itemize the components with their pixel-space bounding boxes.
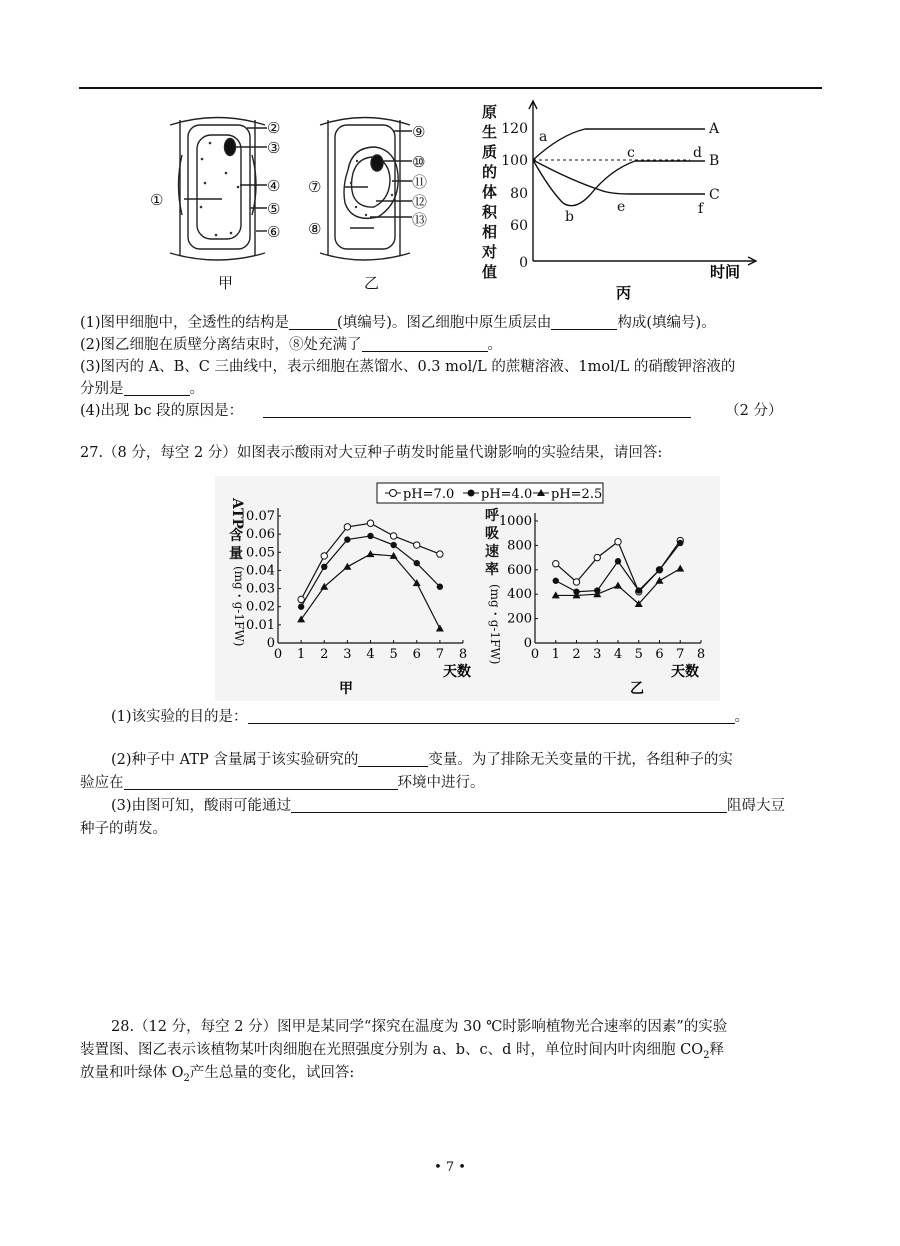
- left-xtick-label: 0: [273, 647, 283, 662]
- left-ytick-label: 0.06: [246, 527, 275, 543]
- q28-text: 28.（12 分，每空 2 分）图甲是某同学“探究在温度为 30 ℃时影响植物光合速率的因素”的实验: [111, 1019, 728, 1035]
- bing-ytick-0: 0: [519, 255, 528, 271]
- left-point-ph70: [344, 524, 350, 530]
- left-yunit: (mg・g-1FW): [232, 566, 246, 647]
- right-ylabel-2: 吸: [485, 526, 499, 542]
- left-point-ph40: [414, 560, 420, 566]
- point-d: d: [693, 145, 702, 161]
- q26-line4: [80, 378, 204, 400]
- q27-sub3: [111, 795, 785, 817]
- left-point-ph70: [367, 520, 373, 526]
- label-8: ⑧: [308, 220, 322, 238]
- point-e: e: [617, 199, 626, 215]
- q28-text: 产生总量的变化，试回答:: [189, 1065, 355, 1081]
- left-xtick-label: 1: [296, 647, 306, 662]
- q26-text: 构成(填编号)。: [617, 315, 716, 331]
- q26-text: 。: [189, 381, 204, 397]
- right-ytick-label: 1000: [498, 514, 532, 529]
- q27-sub1: [111, 706, 749, 728]
- bing-ytick-60: 60: [510, 218, 528, 234]
- q27-text: (1)该实验的目的是：: [111, 709, 248, 725]
- q27-text: (3)由图可知，酸雨可能通过: [111, 798, 292, 814]
- legend: [377, 483, 603, 503]
- point-a: a: [539, 129, 548, 145]
- answer-blank[interactable]: [362, 335, 488, 352]
- right-point-ph40: [636, 587, 642, 593]
- q28-text: 放量和叶绿体 O: [80, 1065, 184, 1081]
- left-point-ph40: [390, 542, 396, 548]
- acid-rain-chart: [215, 476, 720, 701]
- legend-marker-ph7: [390, 490, 397, 497]
- q26-line2: [80, 334, 502, 356]
- left-point-ph70: [414, 542, 420, 548]
- label-2: ②: [267, 119, 281, 137]
- cell-jia: [170, 118, 267, 261]
- answer-blank[interactable]: [291, 796, 727, 813]
- label-13: ⑬: [412, 211, 428, 229]
- label-9: ⑨: [412, 123, 426, 141]
- left-ytick-label: 0.04: [246, 563, 275, 579]
- right-point-ph40: [553, 578, 559, 584]
- curve-C: [533, 160, 705, 194]
- right-xtick-label: 7: [676, 647, 685, 662]
- label-3: ③: [267, 139, 281, 157]
- left-point-ph40: [344, 536, 350, 542]
- left-xtick-label: 5: [389, 647, 398, 662]
- answer-blank[interactable]: [124, 773, 398, 790]
- answer-blank[interactable]: [358, 750, 428, 767]
- q27-text: 环境中进行。: [397, 775, 485, 791]
- caption-bing: 丙: [616, 284, 632, 302]
- left-xtick-label: 6: [412, 647, 421, 662]
- left-xtick-label: 3: [343, 647, 352, 662]
- left-ytick-label: 0: [266, 636, 275, 651]
- label-7: ⑦: [308, 178, 322, 196]
- left-point-ph70: [321, 553, 327, 559]
- right-xtick-label: 8: [696, 647, 706, 662]
- right-xtick-label: 5: [634, 647, 643, 662]
- point-f: f: [698, 201, 704, 217]
- bing-ylabel-1: 原: [482, 103, 498, 121]
- bing-ylabel-2: 生: [482, 123, 498, 141]
- bing-ylabel-3: 质: [482, 143, 498, 161]
- cell-jia-labels: [150, 119, 280, 292]
- right-xtick-label: 3: [593, 647, 602, 662]
- bing-ylabel-6: 积: [482, 203, 498, 221]
- left-ytick-label: 0.02: [246, 599, 275, 615]
- label-5: ⑤: [267, 200, 281, 218]
- chart-bing: [481, 101, 756, 302]
- left-ylabel-3: 量: [229, 546, 243, 562]
- bing-ylabel-9: 值: [482, 263, 498, 281]
- q27-text: 变量。为了排除无关变量的干扰，各组种子的实: [428, 752, 733, 768]
- curve-label-C: C: [709, 187, 720, 203]
- label-1: ①: [150, 191, 164, 209]
- legend-marker-ph4: [468, 490, 475, 497]
- answer-blank[interactable]: [263, 401, 691, 418]
- page-number: • 7 •: [434, 1160, 466, 1175]
- q27-text: 。: [734, 709, 750, 725]
- legend-ph25: pH=2.5: [551, 487, 603, 502]
- label-10: ⑩: [412, 153, 426, 171]
- label-6: ⑥: [267, 223, 281, 241]
- legend-ph4: pH=4.0: [481, 487, 533, 502]
- right-point-ph70: [553, 561, 559, 567]
- cell-yi: [320, 118, 412, 261]
- right-ytick-label: 0: [523, 636, 532, 651]
- q26-line1: [80, 312, 716, 334]
- left-point-ph40: [298, 604, 304, 610]
- q28-text: 释: [709, 1042, 725, 1058]
- right-ylabel-4: 率: [485, 562, 499, 578]
- q27-sub2b: [80, 772, 485, 794]
- q26-text: 。: [487, 337, 503, 353]
- q26-text: 分别是: [80, 381, 124, 397]
- q27-text: 阻碍大豆: [727, 798, 786, 814]
- left-ylabel-atp: ATP: [229, 498, 245, 530]
- q26-text: (1)图甲细胞中，全透性的结构是: [80, 315, 290, 331]
- q28-line3: [80, 1062, 354, 1090]
- q27-sub2: [111, 749, 733, 771]
- curve-A: [533, 129, 705, 160]
- left-xtick-label: 8: [458, 647, 468, 662]
- q27-text: 27.（8 分，每空 2 分）如图表示酸雨对大豆种子萌发时能量代谢影响的实验结果，请回答:: [80, 445, 663, 461]
- label-12: ⑫: [412, 193, 428, 211]
- q28-sub: 2: [183, 1072, 190, 1084]
- right-yunit: (mg・g-1FW): [488, 584, 502, 665]
- q26-line5: [80, 400, 783, 422]
- q26-score: （2 分）: [725, 403, 783, 419]
- right-xtick-label: 1: [551, 647, 560, 662]
- answer-blank[interactable]: [289, 313, 337, 330]
- answer-blank[interactable]: [551, 313, 617, 330]
- label-4: ④: [267, 177, 281, 195]
- caption-yi: 乙: [364, 274, 380, 292]
- answer-blank[interactable]: [124, 379, 190, 396]
- left-xtick-label: 4: [366, 647, 375, 662]
- cell-figures: [130, 95, 770, 307]
- left-ytick-label: 0.07: [246, 509, 275, 524]
- q27-text: 验应在: [80, 775, 124, 791]
- right-ytick-label: 600: [507, 562, 532, 578]
- bing-ylabel-5: 体: [482, 183, 498, 201]
- right-point-ph40: [615, 558, 621, 564]
- q26-line3: [80, 356, 735, 378]
- right-point-ph70: [594, 554, 600, 560]
- left-ytick-label: 0.01: [246, 617, 275, 633]
- q26-text: (4)出现 bc 段的原因是：: [80, 403, 244, 419]
- q28-line1: [111, 1016, 727, 1038]
- q27-text: 种子的萌发。: [80, 821, 167, 837]
- q26-text: (填编号)。图乙细胞中原生质层由: [337, 315, 552, 331]
- q28-sub: 2: [703, 1049, 710, 1061]
- right-xtick-label: 0: [530, 647, 540, 662]
- right-caption: 乙: [630, 681, 644, 697]
- q28-text: 装置图、图乙表示该植物某叶肉细胞在光照强度分别为 a、b、c、d 时，单位时间内叶肉细胞 CO: [80, 1042, 704, 1058]
- right-xtick-label: 6: [655, 647, 664, 662]
- curve-label-A: A: [709, 121, 720, 137]
- right-point-ph70: [615, 539, 621, 545]
- header-rule: [79, 87, 822, 89]
- legend-ph7: pH=7.0: [403, 487, 455, 502]
- caption-jia: 甲: [218, 274, 234, 292]
- bing-ytick-120: 120: [501, 121, 528, 137]
- bing-ytick-100: 100: [501, 153, 528, 169]
- q26-text: (3)图丙的 A、B、C 三曲线中，表示细胞在蒸馏水、0.3 mol/L 的蔗糖溶液、1mol/L 的硝酸钾溶液的: [80, 359, 736, 375]
- q27-text: (2)种子中 ATP 含量属于该实验研究的: [111, 752, 359, 768]
- right-ytick-label: 800: [507, 538, 532, 554]
- left-point-ph40: [367, 533, 373, 539]
- point-c: c: [627, 145, 635, 161]
- right-ytick-label: 400: [507, 587, 532, 603]
- left-xtick-label: 2: [320, 647, 329, 662]
- right-point-ph40: [677, 540, 683, 546]
- bing-ytick-80: 80: [510, 186, 528, 202]
- q27-intro: [80, 442, 662, 464]
- left-ylabel-2: 含: [229, 528, 243, 544]
- left-ytick-label: 0.05: [246, 545, 275, 561]
- answer-blank[interactable]: [248, 707, 735, 724]
- left-caption: 甲: [339, 681, 353, 697]
- left-point-ph70: [437, 551, 443, 557]
- left-point-ph70: [390, 533, 396, 539]
- curve-label-B: B: [709, 153, 720, 169]
- right-ylabel-3: 速: [485, 544, 499, 560]
- bing-ylabel-8: 对: [482, 243, 498, 261]
- right-ytick-label: 200: [507, 611, 532, 627]
- bing-ylabel-4: 的: [482, 163, 498, 181]
- left-ytick-label: 0.03: [246, 581, 275, 597]
- right-point-ph70: [573, 579, 579, 585]
- q27-sub3b: [80, 818, 167, 840]
- right-xlabel: 天数: [671, 664, 699, 680]
- left-point-ph40: [321, 564, 327, 570]
- right-xtick-label: 4: [613, 647, 623, 662]
- point-b: b: [565, 209, 574, 225]
- left-point-ph40: [437, 584, 443, 590]
- bing-xlabel: 时间: [710, 263, 741, 281]
- right-point-ph40: [656, 567, 662, 573]
- bing-ylabel-7: 相: [482, 223, 498, 241]
- right-ylabel-1: 呼: [485, 508, 499, 524]
- left-xlabel: 天数: [443, 664, 471, 680]
- left-xtick-label: 7: [435, 647, 445, 662]
- right-xtick-label: 2: [572, 647, 581, 662]
- label-11: ⑪: [412, 173, 428, 191]
- q26-text: (2)图乙细胞在质壁分离结束时，⑧处充满了: [80, 337, 362, 353]
